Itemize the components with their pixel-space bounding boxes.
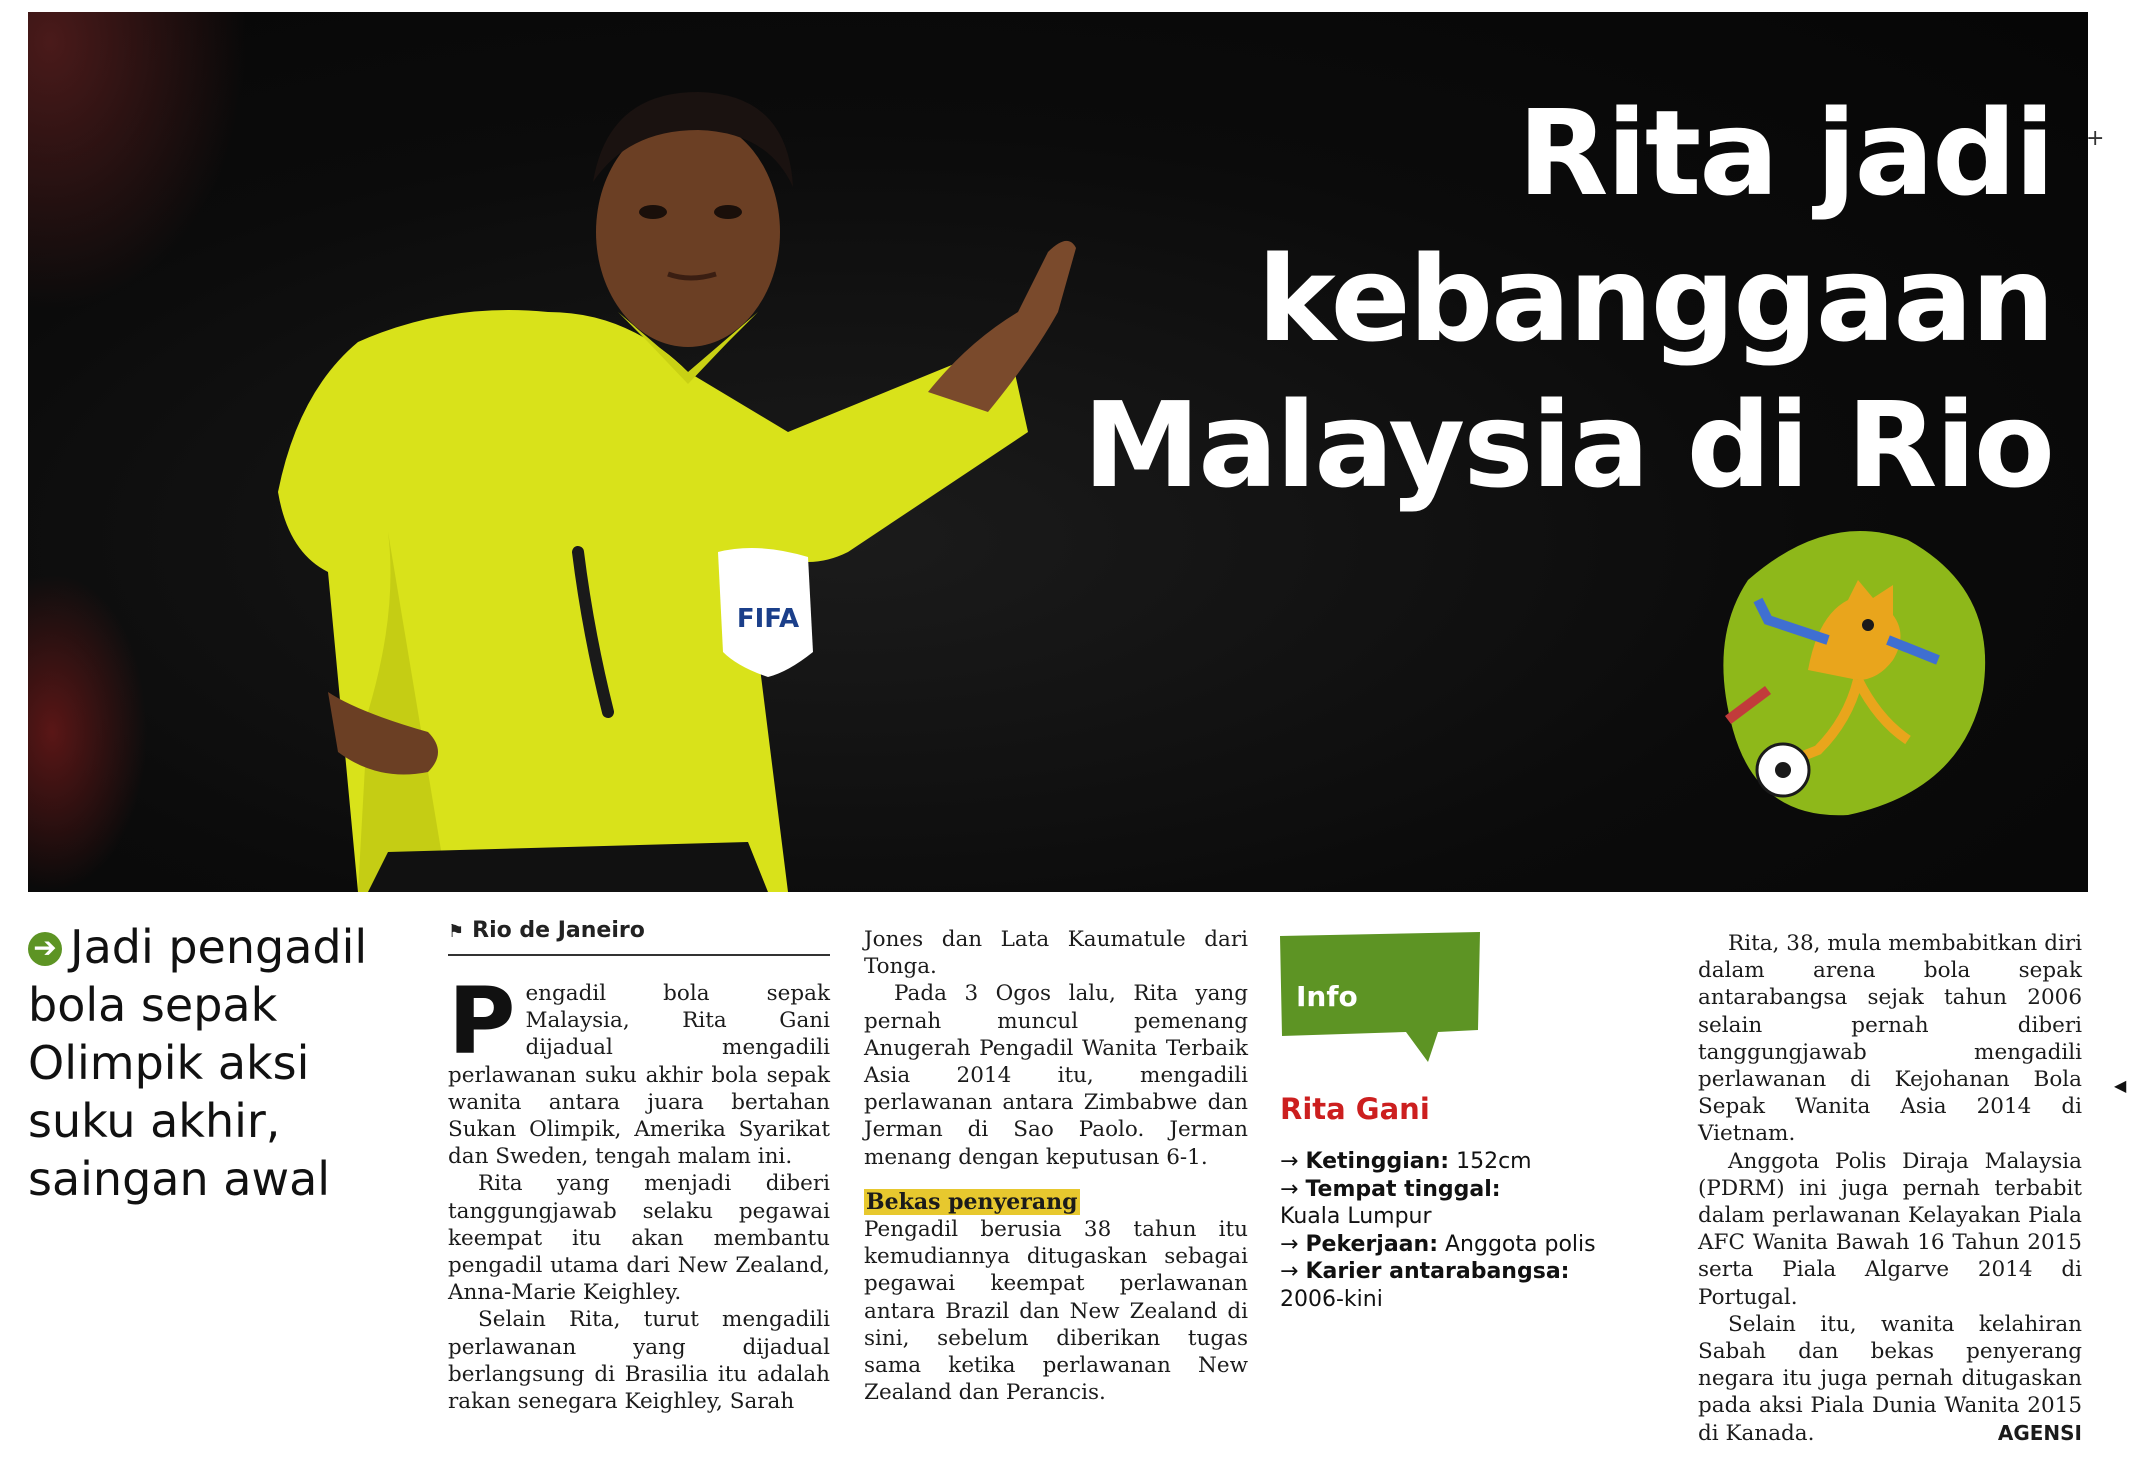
fact-label: Ketinggian: (1305, 1149, 1450, 1174)
headline-line-1: Rita jadi kebanggaan (1257, 84, 2053, 368)
info-fact-residence (1280, 1176, 1610, 1231)
dateline-text: Rio de Janeiro (472, 918, 645, 943)
hero-photo (28, 12, 2088, 892)
olympic-mascot-icon (1708, 520, 1998, 820)
article-paragraph: Jones dan Lata Kaumatule dari Tonga. (864, 927, 1248, 980)
info-name: Rita Gani (1280, 1092, 1430, 1126)
info-fact-occupation (1280, 1231, 1610, 1259)
headline (853, 80, 2053, 518)
flag-icon: ⚑ (448, 921, 465, 942)
paragraph-text: Selain itu, wanita kelahiran Sabah dan bekas penyerang negara itu juga pernah ditugaskan pada aksi Piala Dunia Wanita 2015 di Kanada. (1698, 1311, 2082, 1446)
fact-value: Kuala Lumpur (1280, 1204, 1432, 1229)
drop-cap: P (448, 968, 516, 1075)
info-fact-height (1280, 1148, 1610, 1176)
teaser-text: Jadi pengadil bola sepak Olimpik aksi suku akhir, saingan awal (28, 920, 368, 1206)
article-column-4 (1698, 930, 2082, 1447)
arrow-bullet-icon: → (1280, 1259, 1299, 1284)
fact-value: 2006-kini (1280, 1286, 1383, 1312)
fifa-badge-text: FIFA (736, 604, 800, 634)
article-paragraph: Rita, 38, mula membabitkan diri dalam arena bola sepak antarabangsa sejak tahun 2006 selain pernah diberi tanggungjawab mengadili perlawanan di Kejohanan Bola Sepak Wanita Asia 2014 di Vietnam. (1698, 931, 2082, 1147)
article-paragraph (1698, 1311, 2082, 1447)
fact-value: Anggota polis (1445, 1231, 1596, 1257)
crop-mark: + (2086, 126, 2105, 151)
article-column-2 (864, 926, 1248, 1406)
info-speech-bubble (1278, 932, 1483, 1064)
fact-label: Tempat tinggal: (1305, 1176, 1501, 1202)
article-paragraph: Rita yang menjadi diberi tanggungjawab selaku pegawai keempat itu akan membantu pengadil utama dari New Zealand, Anna-Marie Keighley. (448, 1171, 830, 1306)
article-column-1 (448, 968, 830, 1415)
byline: AGENSI (1997, 1420, 2082, 1445)
arrow-bullet-icon: → (1280, 1176, 1299, 1202)
fact-value: 152cm (1456, 1149, 1532, 1174)
arrow-bullet-icon: → (1280, 1149, 1299, 1174)
arrow-bullet-icon: → (1280, 1231, 1299, 1257)
arrow-right-circle-icon: ➔ (28, 932, 62, 966)
fact-label: Karier antarabangsa: (1305, 1259, 1570, 1284)
article-paragraph: Pada 3 Ogos lalu, Rita yang pernah muncul pemenang Anugerah Pengadil Wanita Terbaik Asia 2014 itu, mengadili perlawanan antara Zimbabwe dan Jerman di Sao Paolo. Jerman menang dengan keputusan 6-1. (864, 981, 1248, 1170)
article-paragraph: Anggota Polis Diraja Malaysia (PDRM) ini juga pernah terbabit dalam perlawanan Kelayakan Piala AFC Wanita Bawah 16 Tahun 2015 serta Piala Algarve 2014 di Portugal. (1698, 1148, 2082, 1310)
dateline (448, 918, 830, 956)
info-facts (1280, 1148, 1610, 1313)
paragraph-text: engadil bola sepak Malaysia, Rita Gani dijadual mengadili perlawanan suku akhir bola sepak wanita antara juara bertahan Sukan Olimpik, Amerika Syarikat dan Sweden, tengah malam ini. (448, 981, 830, 1170)
article-paragraph: Selain Rita, turut mengadili perlawanan yang dijadual berlangsung di Brasilia itu adalah rakan senegara Keighley, Sarah (448, 1307, 830, 1415)
info-fact-career (1280, 1258, 1610, 1313)
teaser (28, 918, 408, 1208)
info-label: Info (1296, 980, 1358, 1013)
article-paragraph: Pengadil berusia 38 tahun itu kemudiannya ditugaskan sebagai pegawai keempat perlawanan antara Brazil dan New Zealand di sini, sebelum diberikan tugas sama ketika perlawanan New Zealand dan Perancis. (864, 1217, 1248, 1406)
article-paragraph (448, 968, 830, 1170)
fact-label: Pekerjaan: (1305, 1231, 1438, 1257)
subheading: Bekas penyerang (866, 1188, 1078, 1215)
crop-mark-arrow: ◀ (2114, 1076, 2127, 1095)
headline-line-2: Malaysia di Rio (1082, 376, 2053, 514)
